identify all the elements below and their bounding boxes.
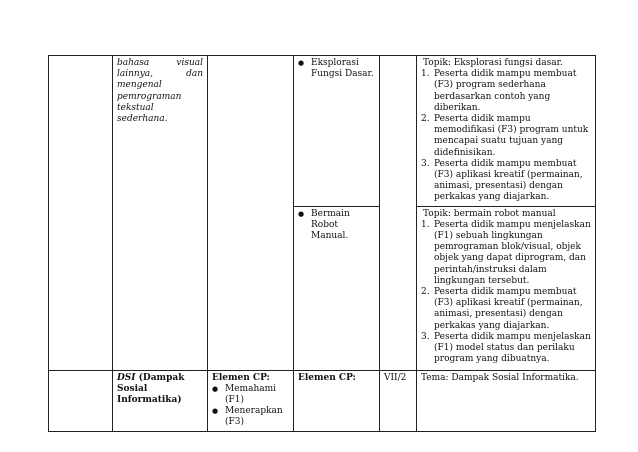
table-row — [49, 56, 596, 207]
class-semester-cell: VII/2 — [380, 370, 417, 431]
table-row — [49, 370, 596, 431]
element-name-cell — [113, 370, 208, 431]
element-abbreviation: DSI — [117, 372, 136, 383]
topic-heading: Topik: bermain robot manual — [423, 208, 556, 219]
curriculum-table — [48, 55, 596, 432]
objectives-cell — [417, 56, 596, 207]
description-line: sederhana. — [117, 114, 168, 125]
activity-cell — [294, 56, 380, 207]
objective-item: 1. Peserta didik mampu membuat (F3) program sederhana berdasarkan contoh yang diberikan. — [421, 69, 577, 113]
objective-item: 3. Peserta didik mampu membuat (F3) aplikasi kreatif (permainan, animasi, presentasi) dengan perkakas yang diajarkan. — [421, 158, 583, 203]
objective-item: 2. Peserta didik mampu memodifikasi (F3) program untuk mencapai suatu tujuan yang didefinisikan. — [421, 114, 589, 158]
cp-element-cell — [208, 370, 294, 431]
empty-cell — [208, 56, 294, 371]
cp-heading: Elemen CP: — [298, 372, 356, 383]
empty-cell — [49, 370, 113, 431]
description-line: lainnya, dan — [117, 69, 203, 80]
objectives-cell — [417, 206, 596, 370]
empty-cell — [380, 56, 417, 371]
activity-cell — [294, 206, 380, 370]
description-line: mengenal — [117, 80, 162, 91]
cp-bullet: ● Menerapkan (F3) — [212, 406, 289, 428]
element-description-cell — [113, 56, 208, 371]
objective-item: 1. Peserta didik mampu menjelaskan (F1) sebuah lingkungan pemrograman blok/visual, objek objek yang dapat diprogram, dan perintah/instruksi dalam lingkungan tersebut. — [421, 219, 591, 286]
cp-element-cell — [294, 370, 380, 431]
objective-item: 3. Peserta didik mampu menjelaskan (F1) model status dan perilaku program yang dibuatnya. — [421, 331, 591, 365]
topic-heading: Topik: Eksplorasi fungsi dasar. — [423, 58, 563, 68]
description-line: bahasa visual — [117, 58, 203, 68]
activity-bullet: ● Bermain Robot Manual. — [298, 209, 375, 243]
empty-cell — [49, 56, 113, 371]
activity-bullet: ● Eksplorasi Fungsi Dasar. — [298, 58, 375, 80]
theme-cell: Tema: Dampak Sosial Informatika. — [417, 370, 596, 431]
cp-heading: Elemen CP: — [212, 372, 270, 383]
objective-item: 2. Peserta didik mampu membuat (F3) aplikasi kreatif (permainan, animasi, presentasi) dengan perkakas yang diajarkan. — [421, 287, 583, 331]
element-name: (Dampak Sosial Informatika) — [117, 372, 185, 406]
description-line: pemrograman tekstual — [117, 91, 182, 113]
cp-bullet: ● Memahami (F1) — [212, 384, 289, 406]
